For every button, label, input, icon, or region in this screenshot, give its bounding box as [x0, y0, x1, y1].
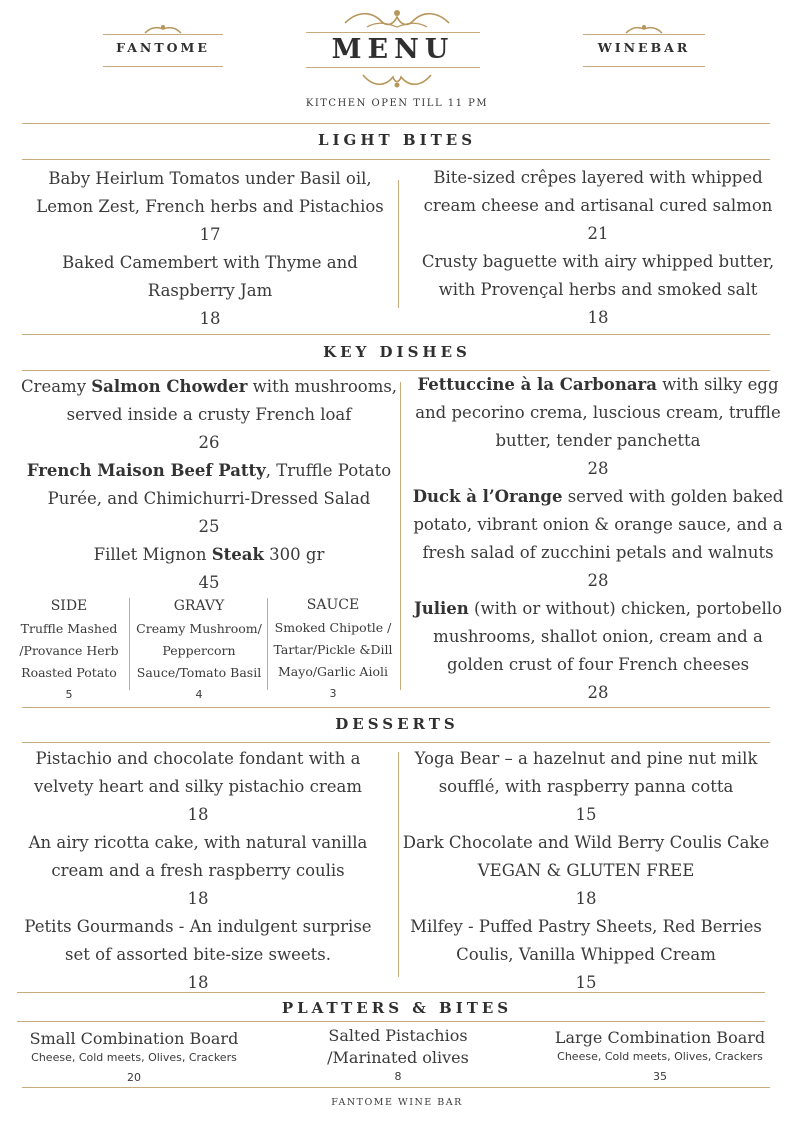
- menu-item-price: 18: [187, 973, 209, 992]
- dish-name: Salmon Chowder: [91, 377, 248, 396]
- extras-gravy: [131, 594, 267, 706]
- key-dishes-right-column: [402, 371, 794, 707]
- brand-right-label: WINEBAR: [597, 40, 691, 55]
- menu-item-description: cream and a fresh raspberry coulis: [51, 861, 345, 880]
- menu-item-title: [12, 373, 406, 401]
- platter-description: Cheese, Cold meets, Olives, Crackers: [557, 1050, 763, 1063]
- dish-text: (with or without) chicken, portobello: [468, 599, 783, 618]
- menu-item-title: [402, 595, 794, 623]
- extras-line: /Provance Herb: [19, 643, 119, 658]
- section-title-light-bites: LIGHT BITES: [317, 131, 477, 149]
- menu-item-price: 28: [587, 459, 609, 478]
- menu-item-description: Coulis, Vanilla Whipped Cream: [456, 945, 716, 964]
- flourish-ornament-top: [337, 7, 457, 31]
- extras-line: Creamy Mushroom/: [136, 621, 262, 636]
- light-bites-divider: [398, 180, 399, 308]
- extras-title: SAUCE: [306, 597, 360, 613]
- menu-item-description: soufflé, with raspberry panna cotta: [438, 777, 734, 796]
- menu-item-price: 18: [587, 308, 609, 327]
- platter-name: Small Combination Board: [29, 1029, 239, 1048]
- menu-item-price: 26: [198, 433, 220, 452]
- menu-item-description: set of assorted bite-size sweets.: [65, 945, 331, 964]
- light-bites-bottom-rule: [22, 159, 770, 160]
- dish-name: Julien: [413, 599, 469, 618]
- menu-item-title: [12, 457, 406, 485]
- kitchen-hours: KITCHEN OPEN TILL 11 PM: [305, 98, 489, 109]
- menu-item-price: 21: [587, 224, 609, 243]
- extras-line: Mayo/Garlic Aioli: [278, 664, 388, 679]
- right-label-bottom-rule: [583, 66, 705, 67]
- menu-item-description: Milfey - Puffed Pastry Sheets, Red Berries: [410, 917, 762, 936]
- light-bites-right-column: [400, 164, 794, 332]
- menu-item-price: 18: [187, 889, 209, 908]
- dish-text: with silky egg: [656, 375, 779, 394]
- menu-item-description: Yoga Bear – a hazelnut and pine nut milk: [414, 749, 758, 768]
- menu-item-price: 15: [575, 805, 597, 824]
- extras-line: Truffle Mashed: [20, 621, 118, 636]
- menu-item-price: 17: [199, 225, 221, 244]
- extras-divider: [129, 598, 130, 690]
- extras-price: 4: [195, 688, 203, 701]
- menu-item-description: with Provençal herbs and smoked salt: [438, 280, 758, 299]
- menu-item-description: fresh salad of zucchini petals and walnuts: [422, 543, 774, 562]
- menu-item-description: mushrooms, shallot onion, cream and a: [433, 627, 763, 646]
- extras-side: [10, 594, 128, 706]
- dish-text: Fillet Mignon: [93, 545, 212, 564]
- key-dishes-top-rule: [22, 334, 770, 335]
- brand-left-label: FANTOME: [116, 40, 210, 55]
- dish-text: Creamy: [20, 377, 92, 396]
- footer-rule: [22, 1087, 770, 1088]
- platter-price: 20: [127, 1071, 141, 1084]
- extras-title: SIDE: [50, 598, 88, 614]
- platter-name: Large Combination Board: [554, 1028, 766, 1047]
- menu-item-description: Petits Gourmands - An indulgent surprise: [24, 917, 372, 936]
- menu-item-price: 18: [575, 889, 597, 908]
- desserts-left-column: [12, 745, 384, 997]
- platters-bottom-rule: [17, 1021, 765, 1022]
- menu-item-price: 28: [587, 683, 609, 702]
- platter-description: Cheese, Cold meets, Olives, Crackers: [31, 1051, 237, 1064]
- menu-item-title: [402, 371, 794, 399]
- menu-item-description: cream cheese and artisanal cured salmon: [423, 196, 773, 215]
- platter-large-board: [540, 1027, 780, 1089]
- extras-title: GRAVY: [173, 598, 225, 614]
- extras-price: 3: [329, 687, 337, 700]
- menu-item-description: Baked Camembert with Thyme and: [62, 253, 358, 272]
- extras-line: Smoked Chipotle /: [274, 620, 392, 635]
- footer-text: FANTOME WINE BAR: [331, 1097, 463, 1108]
- menu-item-description: Dark Chocolate and Wild Berry Coulis Cake: [402, 833, 770, 852]
- menu-item-description: Bite-sized crêpes layered with whipped: [433, 168, 763, 187]
- menu-item-title: [12, 541, 406, 569]
- platter-pistachios-olives: [298, 1025, 498, 1085]
- light-bites-top-rule: [22, 123, 770, 124]
- menu-item-price: 28: [587, 571, 609, 590]
- menu-item-title: [402, 483, 794, 511]
- title-bottom-rule: [306, 67, 480, 68]
- menu-item-price: 15: [575, 973, 597, 992]
- extras-line: Roasted Potato: [21, 665, 117, 680]
- crown-ornament-left: [143, 23, 183, 35]
- extras-line: Tartar/Pickle &Dill: [273, 642, 393, 657]
- menu-item-price: 45: [198, 573, 220, 592]
- platter-name: Salted Pistachios: [328, 1026, 468, 1045]
- menu-item-description: Purée, and Chimichurri-Dressed Salad: [47, 489, 371, 508]
- menu-item-description: butter, tender panchetta: [495, 431, 701, 450]
- title-top-rule: [306, 32, 480, 33]
- desserts-top-rule: [22, 707, 770, 708]
- menu-item-description: Lemon Zest, French herbs and Pistachios: [36, 197, 384, 216]
- menu-item-description: golden crust of four French cheeses: [446, 655, 750, 674]
- dish-text: with mushrooms,: [247, 377, 398, 396]
- crown-ornament-right: [624, 23, 664, 35]
- dish-text: 300 gr: [263, 545, 325, 564]
- extras-line: Peppercorn: [162, 643, 236, 658]
- left-label-bottom-rule: [103, 66, 223, 67]
- platter-small-board: [14, 1028, 254, 1090]
- dish-text: served with golden baked: [562, 487, 784, 506]
- menu-item-description: VEGAN & GLUTEN FREE: [477, 861, 695, 880]
- platter-price: 35: [653, 1070, 667, 1083]
- platter-name: /Marinated olives: [327, 1048, 469, 1067]
- menu-item-description: potato, vibrant onion & orange sauce, and a: [413, 515, 783, 534]
- menu-item-price: 18: [199, 309, 221, 328]
- extras-price: 5: [65, 688, 73, 701]
- menu-item-description: Pistachio and chocolate fondant with a: [35, 749, 361, 768]
- dish-name: Duck à l’Orange: [412, 487, 563, 506]
- menu-item-description: Baby Heirlum Tomatos under Basil oil,: [48, 169, 372, 188]
- section-title-platters: PLATTERS & BITES: [281, 999, 513, 1017]
- flourish-ornament-bottom: [357, 69, 437, 91]
- extras-sauce: [268, 593, 398, 705]
- section-title-key-dishes: KEY DISHES: [323, 343, 471, 361]
- menu-item-description: Crusty baguette with airy whipped butter,: [421, 252, 775, 271]
- light-bites-left-column: [22, 165, 398, 333]
- menu-item-description: and pecorino crema, luscious cream, truffle: [415, 403, 781, 422]
- menu-item-description: Raspberry Jam: [147, 281, 273, 300]
- dish-name: French Maison Beef Patty: [26, 461, 266, 480]
- dish-name: Steak: [211, 545, 264, 564]
- menu-item-description: An airy ricotta cake, with natural vanilla: [28, 833, 368, 852]
- menu-item-price: 25: [198, 517, 220, 536]
- menu-item-price: 18: [187, 805, 209, 824]
- dish-name: Fettuccine à la Carbonara: [417, 375, 657, 394]
- page-title: MENU: [331, 34, 455, 65]
- platters-top-rule: [17, 992, 765, 993]
- desserts-right-column: [398, 745, 774, 997]
- key-dishes-left-column: [12, 373, 406, 597]
- extras-line: Sauce/Tomato Basil: [136, 665, 262, 680]
- section-title-desserts: DESSERTS: [335, 715, 459, 733]
- menu-item-description: served inside a crusty French loaf: [66, 405, 352, 424]
- key-dishes-divider: [400, 382, 401, 690]
- dish-text: , Truffle Potato: [265, 461, 392, 480]
- desserts-bottom-rule: [22, 742, 770, 743]
- menu-item-description: velvety heart and silky pistachio cream: [34, 777, 362, 796]
- platter-price: 8: [394, 1070, 402, 1083]
